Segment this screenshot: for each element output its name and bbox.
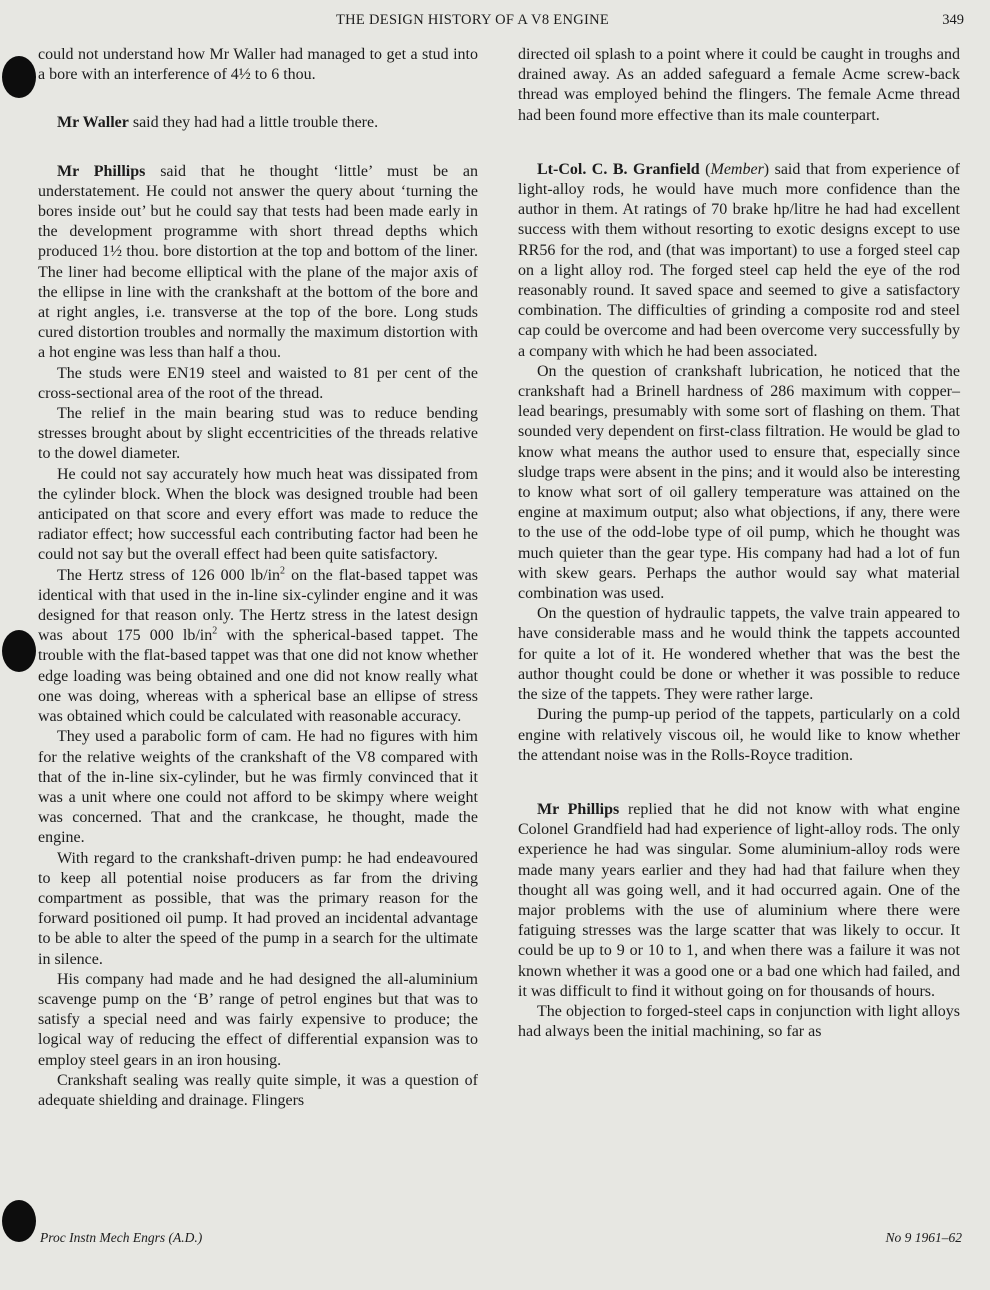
punch-hole	[2, 56, 36, 98]
granfield-discussion: Lt-Col. C. B. Granfield (Member) said that from experience of light-alloy rods, he would have much more confidence than the author in them. At ratings of 70 brake hp/litre he had had excellent success with them without resorting to exotic designs except to use RR56 for the rod, and (that was important) to use a forged steel cap on a light alloy rod. The forged steel cap held the eye of the rod reasonably round. It saved space and seemed to give a satisfactory combination. The difficulties of grinding a composite rod and steel cap could be overcome and had been overcome very successfully by a company with which he had been associated.	[518, 160, 961, 360]
speaker-name: Mr Phillips	[57, 162, 146, 180]
continued-paragraph: directed oil splash to a point where it could be caught in troughs and drained away. As an added safeguard a female Acme screw-back thread was employed behind the flingers. The female Acme thread had been found more effective than its male counterpart.	[518, 46, 960, 124]
paragraph-lubrication: On the question of crankshaft lubrication, he noticed that the crankshaft had a Brinell hardness of 286 maximum with copper–lead bearings, presumably with some sort of flashing on them. That sounded very dependent on first-class filtration. He would be glad to know what means the author used to ensure that, especially since sludge traps were absent in the pins; and it would also be interesting to know what sort of oil gallery temperature was attained on the engine at maximum output; also what objections, if any, there were to the use of the odd-lobe type of oil pump, which he thought was much quieter than the gear type. His company had had a lot of fun with skew gears. Perhaps the author would say what material combination was used.	[518, 362, 960, 603]
journal-name: Proc Instn Mech Engrs (A.D.)	[40, 1230, 203, 1245]
paragraph-heat: He could not say accurately how much heat was dissipated from the cylinder block. When the block was designed trouble had been anticipated on that score and every effort was made to reduce the radiator effect; how successful each contributing factor had been he could not say but the overall effect had been quite satisfactory.	[38, 465, 478, 564]
left-column	[38, 45, 478, 1111]
paragraph-objection: The objection to forged-steel caps in conjunction with light alloys had always been the initial machining, so far as	[518, 1002, 960, 1041]
paragraph-studs: The studs were EN19 steel and waisted to 81 per cent of the cross-sectional area of the root of the thread.	[38, 364, 478, 402]
right-column	[518, 45, 960, 1042]
punch-hole	[2, 1200, 36, 1242]
paragraph-sealing: Crankshaft sealing was really quite simple, it was a question of adequate shielding and drainage. Flingers	[38, 1071, 478, 1109]
paragraph-hertz: The Hertz stress of 126 000 $lb/in^2$ on the flat-based tappet was identical with that used in the in-line six-cylinder engine and it was designed for that reason only. The Hertz stress in the latest design was about 175 000 $lb/in^2$ with the spherical-based tappet. The trouble with the flat-based tappet was that one did not know whether edge loading was being obtained and one did not know really what one was doing, whereas with a spherical base an ellipse of stress was obtained which could be calculated with reasonable accuracy.	[38, 565, 478, 726]
paragraph-pump: With regard to the crankshaft-driven pump: he had endeavoured to keep all potential noise producers as far from the driving compartment as possible, that was the primary reason for the forward positioned oil pump. It had proved an incidental advantage to be able to alter the speed of the pump in a search for the ultimate in silence.	[38, 849, 478, 968]
paragraph-hydraulic: On the question of hydraulic tappets, the valve train appeared to have considerable mass and he would think the tappets accounted for quite a lot of it. He wondered whether that was the best the author thought could be done or whether it was possible to reduce the size of the tappets. They were rather large.	[518, 605, 960, 704]
paragraph-relief: The relief in the main bearing stud was to reduce bending stresses brought about by slight eccentricities of the threads relative to the dowel diameter.	[38, 405, 478, 463]
phillips-reply: Mr Phillips said that he thought ‘little’ must be an understatement. He could not answer the query about ‘turning the bores inside out’ but he could say that tests had been made early in the development programme with short thread depths which produced 1½ thou. bore distortion at the top and bottom of the liner. The liner had become elliptical with the plane of the major axis of the ellipse in line with the crankshaft at the bottom of the bore and at right angles, i.e. transverse at the top of the bore. Long studs cured distortion troubles and normally the maximum distortion with a hot engine was less than half a thou.	[38, 162, 478, 362]
speaker-name: Lt-Col. C. B. Granfield	[537, 160, 700, 178]
speaker-name: Mr Phillips	[537, 800, 620, 818]
waller-remark: Mr Waller said they had had a little trouble there.	[57, 114, 379, 132]
running-title: THE DESIGN HISTORY OF A V8 ENGINE	[336, 12, 610, 28]
speaker-role: Member	[710, 160, 764, 178]
issue-number: No 9 1961–62	[885, 1230, 962, 1245]
page-footer	[0, 1230, 990, 1252]
paragraph-cam: They used a parabolic form of cam. He had no figures with him for the relative weights of the crankshaft of the V8 compared with that of the in-line six-cylinder, but he was firmly convinced that it was a unit where one could not afford to be skimpy where weight was concerned. That and the crankcase, he thought, made the engine.	[38, 728, 478, 847]
page-header	[0, 9, 990, 33]
paragraph-pumpup: During the pump-up period of the tappets, particularly on a cold engine with relatively viscous oil, he would like to know whether the attendant noise was in the Rolls-Royce tradition.	[518, 706, 960, 764]
speaker-name: Mr Waller	[57, 114, 129, 132]
punch-hole	[2, 630, 36, 672]
phillips-reply: Mr Phillips replied that he did not know with what engine Colonel Grandfield had had experience of light-alloy rods. The only experience he had was singular. Some aluminium-alloy rods were made many years earlier and they had had that failure when they thought all was going well, and it had occurred again. One of the major problems with the use of aluminium where there were fatiguing stresses was the large scatter that was likely to occur. It could be up to 9 or 10 to 1, and when there was a failure it was not known whether it was a good one or a bad one which had failed, and it was difficult to find it without going on for thousands of hours.	[518, 800, 960, 1000]
paragraph-scavenge: His company had made and he had designed the all-aluminium scavenge pump on the ‘B’ range of petrol engines but that was to satisfy a special need and was fairly expensive to produce; the logical way of reducing the effect of differential expansion was to employ steel gears in an iron housing.	[38, 970, 478, 1069]
page-number: 349	[942, 12, 964, 28]
continued-paragraph: could not understand how Mr Waller had managed to get a stud into a bore with an interference of 4½ to 6 thou.	[38, 46, 478, 84]
